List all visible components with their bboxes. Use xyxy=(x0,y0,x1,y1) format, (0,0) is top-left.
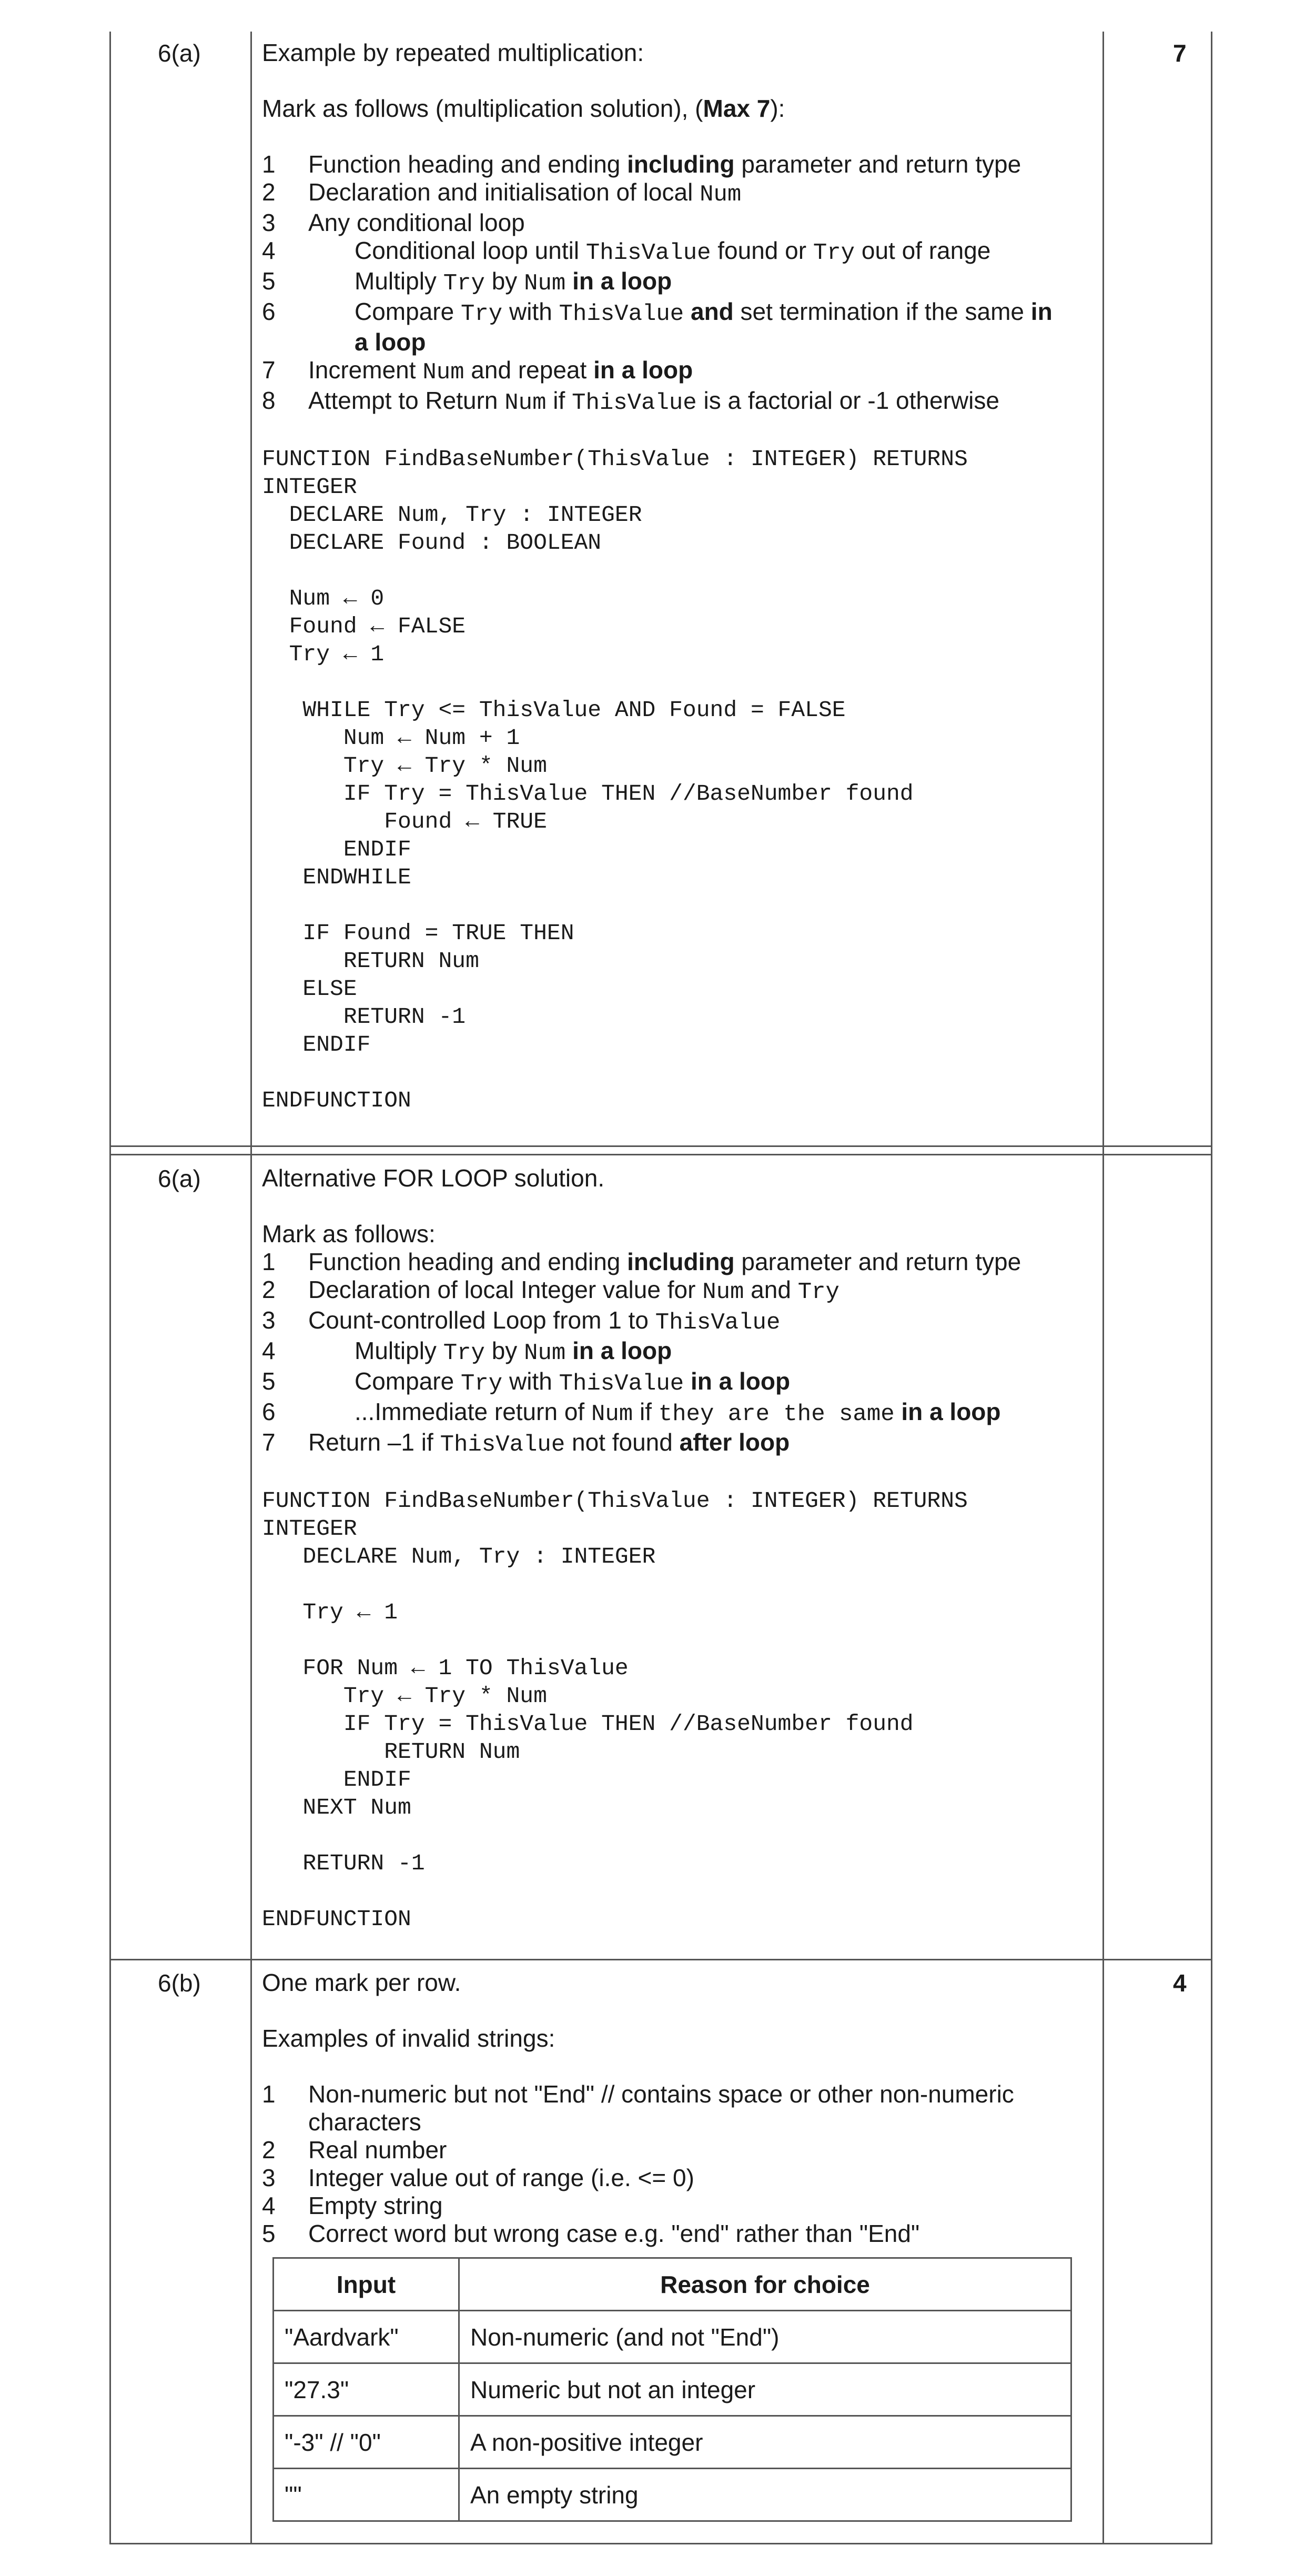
mark-point-text: and repeat xyxy=(464,356,594,384)
input-cell: "Aardvark" xyxy=(274,2311,459,2363)
emphasis-text: in a loop xyxy=(684,1367,791,1395)
answer-cell xyxy=(262,1969,1072,2276)
mark-point-text: Count-controlled Loop from 1 to xyxy=(308,1306,655,1334)
mark-point-text: Declaration and initialisation of local xyxy=(308,178,700,206)
emphasis-text: in a loop xyxy=(894,1398,1001,1425)
reason-cell: Non-numeric (and not "End") xyxy=(459,2311,1071,2363)
code-identifier: Num xyxy=(700,182,742,208)
mark-point-text: ...Immediate return of xyxy=(355,1398,591,1425)
mark-point xyxy=(262,1367,1072,1398)
question-number: 6(a) xyxy=(158,39,201,67)
mark-point-number: 2 xyxy=(262,178,276,206)
double-rule-top xyxy=(109,1145,1212,1147)
double-rule-bottom xyxy=(109,1154,1212,1155)
code-identifier: Try xyxy=(460,1371,503,1397)
mark-point-number: 3 xyxy=(262,209,276,236)
mark-point-text: with xyxy=(502,298,559,325)
mark-point-number: 1 xyxy=(262,2080,276,2108)
code-identifier: Try xyxy=(443,270,485,297)
header-input: Input xyxy=(274,2258,459,2311)
code-identifier: ThisValue xyxy=(572,390,697,416)
table-border-left xyxy=(109,32,111,2544)
mark-point-number: 4 xyxy=(262,237,276,264)
mark-point-text: by xyxy=(484,267,524,295)
emphasis-text: and xyxy=(684,298,734,325)
mark-point xyxy=(262,150,1072,178)
mark-point xyxy=(262,1428,1072,1459)
mark-point-number: 7 xyxy=(262,356,276,384)
invalid-strings-list xyxy=(262,2080,1072,2248)
mark-point-text: Attempt to Return xyxy=(308,387,505,414)
mark-point-text: Real number xyxy=(308,2136,447,2164)
mark-point xyxy=(262,1248,1072,1276)
mark-point xyxy=(262,1398,1072,1428)
emphasis-text: in a loop xyxy=(565,267,672,295)
code-identifier: Num xyxy=(504,390,547,416)
mark-point-number: 8 xyxy=(262,387,276,414)
pseudocode-block: FUNCTION FindBaseNumber(ThisValue : INTEGER) RETURNS INTEGER DECLARE Num, Try : INTEGER DECLARE Found : BOOLEAN Num ← 0 Found ← FALSE Try ← 1 WHILE Try <= ThisValue AND Found = FALSE Num ← Num + 1 Try ← Try * Num IF Try = ThisValue THEN //BaseNumber found Found ← TRUE ENDIF ENDWHILE IF Found = TRUE THEN RETURN Num ELSE RETURN -1 ENDIF ENDFUNCTION xyxy=(262,446,968,1113)
question-number: 6(b) xyxy=(158,1969,201,1997)
question-number: 6(a) xyxy=(158,1165,201,1192)
emphasis-text: in a loop xyxy=(565,1337,672,1364)
input-cell: "27.3" xyxy=(274,2363,459,2416)
mark-point-text: Empty string xyxy=(308,2192,443,2219)
code-identifier: Num xyxy=(524,1340,566,1366)
mark-point-text: if xyxy=(633,1398,659,1425)
mark-point xyxy=(262,2080,1072,2136)
mark-point-number: 3 xyxy=(262,2164,276,2191)
input-cell: "" xyxy=(274,2469,459,2521)
mark-point xyxy=(262,267,1072,298)
input-cell: "-3" // "0" xyxy=(274,2416,459,2469)
mark-point-number: 5 xyxy=(262,2220,276,2247)
mark-point-text: Function heading and ending xyxy=(308,150,628,178)
mark-point xyxy=(262,2220,1072,2248)
mark-point-text: Non-numeric but not "End" // contains space or other non-numeric characters xyxy=(308,2080,1014,2136)
mark-points-list xyxy=(262,1248,1072,1459)
mark-point-text: Correct word but wrong case e.g. "end" rather than "End" xyxy=(308,2220,920,2247)
answer-cell xyxy=(262,1164,1072,1933)
code-identifier: Try xyxy=(797,1279,839,1305)
mark-instructions: Mark as follows: xyxy=(262,1220,436,1247)
table-header-row xyxy=(274,2258,1071,2311)
mark-point-text: Increment xyxy=(308,356,423,384)
mark-points-list xyxy=(262,150,1072,417)
mark-point-text: Function heading and ending xyxy=(308,1248,628,1275)
mark-point xyxy=(262,1306,1072,1337)
mark-point-number: 3 xyxy=(262,1306,276,1334)
mark-point-number: 6 xyxy=(262,298,276,325)
mark-point-text: by xyxy=(484,1337,524,1364)
mark-point-number: 2 xyxy=(262,2136,276,2164)
mark-point-number: 2 xyxy=(262,1276,276,1303)
pseudocode-block: FUNCTION FindBaseNumber(ThisValue : INTEGER) RETURNS INTEGER DECLARE Num, Try : INTEGER Try ← 1 FOR Num ← 1 TO ThisValue Try ← Try * Num IF Try = ThisValue THEN //BaseNumber found RETURN Num ENDIF NEXT Num RETURN -1 ENDFUNCTION xyxy=(262,1488,968,1932)
mark-point xyxy=(262,178,1072,209)
mark-point-number: 5 xyxy=(262,1367,276,1395)
mark-point-text: not found xyxy=(565,1428,680,1456)
mark-point xyxy=(262,2164,1072,2192)
code-identifier: Try xyxy=(443,1340,485,1366)
emphasis-text: including xyxy=(627,150,735,178)
header-reason: Reason for choice xyxy=(459,2258,1071,2311)
code-identifier: Num xyxy=(422,359,464,386)
mark-point-text: out of range xyxy=(855,237,991,264)
emphasis-text: in a loop xyxy=(355,298,1053,356)
mark-point-text: Declaration of local Integer value for xyxy=(308,1276,703,1303)
reason-cell: A non-positive integer xyxy=(459,2416,1071,2469)
mark-point xyxy=(262,298,1072,356)
mark-point-text: parameter and return type xyxy=(734,150,1021,178)
code-identifier: Try xyxy=(460,301,503,327)
mark-point xyxy=(262,209,1072,237)
marks-value: 7 xyxy=(1173,39,1187,67)
emphasis-text: in a loop xyxy=(593,356,693,384)
mark-point-text: Multiply xyxy=(355,267,443,295)
table-row xyxy=(274,2311,1071,2363)
table-border-bottom xyxy=(109,2543,1212,2544)
table-border-right xyxy=(1211,32,1212,2544)
code-identifier: Num xyxy=(524,270,566,297)
column-divider-marks xyxy=(1102,32,1104,2544)
code-identifier: ThisValue xyxy=(559,301,684,327)
mark-point-text: parameter and return type xyxy=(734,1248,1021,1275)
intro-text: One mark per row. xyxy=(262,1969,461,1996)
reason-cell: Numeric but not an integer xyxy=(459,2363,1071,2416)
mark-point xyxy=(262,387,1072,417)
mark-point-text: is a factorial or -1 otherwise xyxy=(696,387,999,414)
mark-point xyxy=(262,1337,1072,1367)
input-reason-table xyxy=(272,2257,1072,2522)
mark-point-text: Any conditional loop xyxy=(308,209,525,236)
mark-point-number: 4 xyxy=(262,1337,276,1364)
mark-point-number: 1 xyxy=(262,1248,276,1275)
mark-point-number: 5 xyxy=(262,267,276,295)
code-identifier: Num xyxy=(591,1401,633,1427)
mark-point xyxy=(262,2192,1072,2220)
mark-point xyxy=(262,1276,1072,1306)
mark-point-text: and xyxy=(744,1276,798,1303)
table-row xyxy=(274,2469,1071,2521)
code-identifier: ThisValue xyxy=(559,1371,684,1397)
mark-point xyxy=(262,237,1072,267)
emphasis-text: including xyxy=(627,1248,735,1275)
mark-point-text: with xyxy=(502,1367,559,1395)
mark-point xyxy=(262,356,1072,387)
code-identifier: ThisValue xyxy=(585,240,711,266)
code-identifier: ThisValue xyxy=(440,1432,565,1458)
code-identifier: they are the same xyxy=(658,1401,895,1427)
mark-point-text: Compare xyxy=(355,298,461,325)
mark-point-number: 6 xyxy=(262,1398,276,1425)
mark-point-text: Conditional loop until xyxy=(355,237,586,264)
reason-cell: An empty string xyxy=(459,2469,1071,2521)
mark-point-text: Return –1 if xyxy=(308,1428,440,1456)
column-divider-question xyxy=(250,32,252,2544)
mark-point-number: 4 xyxy=(262,2192,276,2219)
examples-heading: Examples of invalid strings: xyxy=(262,2025,555,2052)
code-identifier: Try xyxy=(813,240,855,266)
mark-instructions: Mark as follows (multiplication solution), (Max 7): xyxy=(262,95,785,122)
code-identifier: Num xyxy=(702,1279,744,1305)
table-row xyxy=(274,2363,1071,2416)
answer-cell xyxy=(262,39,1072,1114)
mark-point-number: 7 xyxy=(262,1428,276,1456)
mark-point-text: found or xyxy=(711,237,813,264)
marks-value: 4 xyxy=(1173,1969,1187,1997)
emphasis-text: after loop xyxy=(679,1428,790,1456)
row-separator xyxy=(109,1959,1212,1960)
mark-point xyxy=(262,2136,1072,2164)
mark-point-text: set termination if the same xyxy=(733,298,1031,325)
mark-point-text: if xyxy=(546,387,572,414)
mark-point-text: Compare xyxy=(355,1367,461,1395)
intro-text: Example by repeated multiplication: xyxy=(262,39,644,66)
table-row xyxy=(274,2416,1071,2469)
mark-point-number: 1 xyxy=(262,150,276,178)
mark-point-text: Integer value out of range (i.e. <= 0) xyxy=(308,2164,694,2191)
code-identifier: ThisValue xyxy=(655,1310,781,1336)
intro-text: Alternative FOR LOOP solution. xyxy=(262,1164,605,1192)
mark-point-text: Multiply xyxy=(355,1337,443,1364)
